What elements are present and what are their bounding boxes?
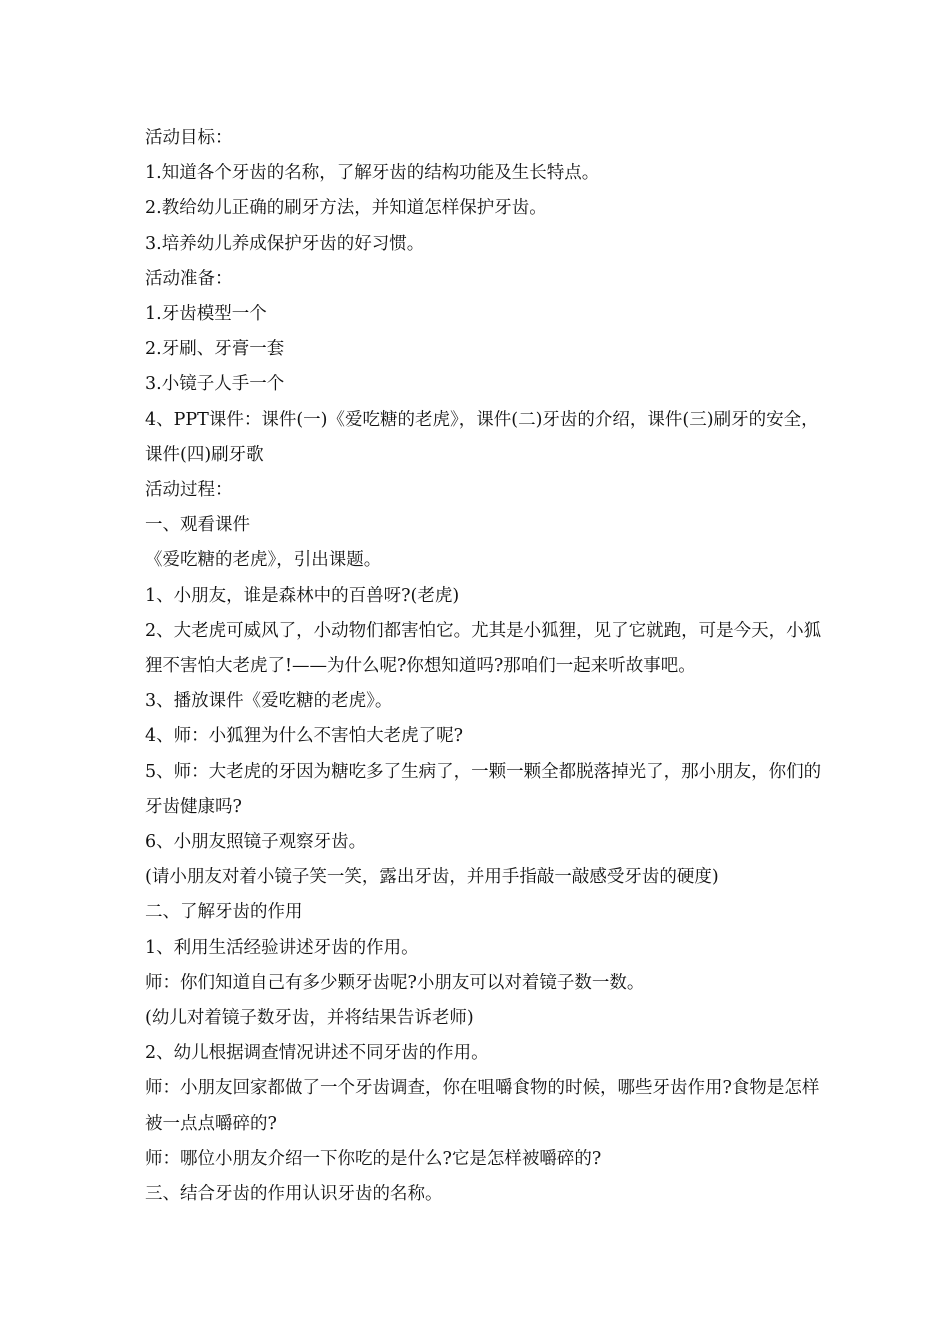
prep-item-4: 4、PPT课件：课件(一)《爱吃糖的老虎》，课件(二)牙齿的介绍，课件(三)刷牙的安全，课件(四)刷牙歌 (145, 409, 819, 465)
section-1-step-3: 3、播放课件《爱吃糖的老虎》。 (145, 691, 393, 712)
section-2-step-2: 2、幼儿根据调查情况讲述不同牙齿的作用。 (145, 1043, 489, 1064)
section-1-step-6: 6、小朋友照镜子观察牙齿。 (145, 832, 367, 853)
section-1-note: (请小朋友对着小镜子笑一笑，露出牙齿，并用手指敲一敲感受牙齿的硬度) (145, 867, 719, 888)
prep-item-1: 1.牙齿模型一个 (145, 304, 267, 325)
heading-activity-goals: 活动目标： (145, 128, 233, 148)
section-2-note: (幼儿对着镜子数牙齿，并将结果告诉老师) (145, 1008, 474, 1029)
prep-item-3: 3.小镜子人手一个 (145, 374, 285, 395)
goal-item-3: 3.培养幼儿养成保护牙齿的好习惯。 (145, 233, 425, 254)
goal-item-1: 1.知道各个牙齿的名称，了解牙齿的结构功能及生长特点。 (145, 163, 600, 184)
section-2-teacher-3: 师：哪位小朋友介绍一下你吃的是什么?它是怎样被嚼碎的? (145, 1148, 602, 1169)
section-1-step-4: 4、师：小狐狸为什么不害怕大老虎了呢? (145, 726, 464, 747)
section-3-title: 三、结合牙齿的作用认识牙齿的名称。 (145, 1184, 443, 1205)
section-1-intro: 《爱吃糖的老虎》，引出课题。 (145, 550, 382, 571)
heading-activity-preparation: 活动准备： (145, 268, 233, 289)
section-2-title: 二、了解牙齿的作用 (145, 902, 303, 923)
section-1-step-2: 2、大老虎可威风了，小动物们都害怕它。尤其是小狐狸，见了它就跑，可是今天，小狐狸不害怕大老虎了!——为什么呢?你想知道吗?那咱们一起来听故事吧。 (145, 620, 822, 677)
goal-item-2: 2.教给幼儿正确的刷牙方法，并知道怎样保护牙齿。 (145, 198, 547, 219)
section-1-title: 一、观看课件 (145, 515, 250, 536)
section-1-step-5: 5、师：大老虎的牙因为糖吃多了生病了，一颗一颗全都脱落掉光了，那小朋友，你们的牙齿健康吗? (145, 761, 822, 817)
section-2-teacher-2: 师：小朋友回家都做了一个牙齿调查，你在咀嚼食物的时候，哪些牙齿作用?食物是怎样被一点点嚼碎的? (145, 1078, 820, 1134)
section-2-teacher-1: 师：你们知道自己有多少颗牙齿呢?小朋友可以对着镜子数一数。 (145, 972, 645, 993)
prep-item-2: 2.牙刷、牙膏一套 (145, 339, 285, 360)
section-1-step-1: 1、小朋友，谁是森林中的百兽呀?(老虎) (145, 585, 460, 606)
document-body (145, 121, 825, 1212)
heading-activity-process: 活动过程： (145, 480, 233, 501)
section-2-step-1: 1、利用生活经验讲述牙齿的作用。 (145, 937, 419, 958)
